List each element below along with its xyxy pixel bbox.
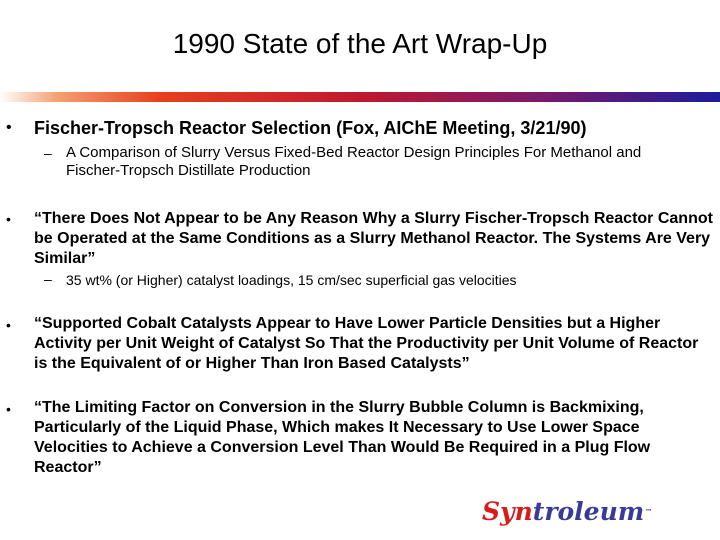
bullet-marker: • [6, 401, 11, 417]
bullet-text-4: “The Limiting Factor on Conversion in the Slurry Bubble Column is Backmixing, Particularly of the Liquid Phase, Which makes It Necessary to Use Lower Space Velocities to Achieve a Conversion Level Than Would Be Required in a Plug Flow Reactor” [34, 399, 651, 476]
sub-bullet-text-1: A Comparison of Slurry Versus Fixed-Bed Reactor Design Principles For Methanol and Fischer-Tropsch Distillate Production [66, 144, 642, 179]
logo-syn: Syn [482, 497, 533, 526]
slide-title: 1990 State of the Art Wrap-Up [172, 28, 548, 59]
logo-trademark: ™ [645, 507, 653, 516]
bullet-text-2: “There Does Not Appear to be Any Reason Why a Slurry Fischer-Tropsch Reactor Cannot be Operated at the Same Conditions as a Slurry Methanol Reactor. The Systems Are Very Similar” [34, 210, 713, 267]
bullet-text-3: “Supported Cobalt Catalysts Appear to Have Lower Particle Densities but a Higher Activity per Unit Weight of Catalyst So That the Productivity per Unit Volume of Reactor is the Equivalent of or Higher Than Iron Based Catalysts” [34, 315, 699, 372]
logo-troleum: troleum [532, 497, 645, 526]
sub-bullet-marker: – [44, 271, 52, 287]
bullet-marker: • [6, 211, 11, 227]
gradient-divider-band [0, 92, 720, 102]
sub-bullet-marker: – [44, 145, 52, 161]
bullet-text-1: Fischer-Tropsch Reactor Selection (Fox, AIChE Meeting, 3/21/90) [34, 118, 587, 138]
bullet-marker: • [6, 317, 11, 333]
bullet-marker: • [6, 119, 12, 136]
syntroleum-logo [482, 498, 652, 526]
sub-bullet-text-2: 35 wt% (or Higher) catalyst loadings, 15 cm/sec superficial gas velocities [66, 272, 517, 288]
